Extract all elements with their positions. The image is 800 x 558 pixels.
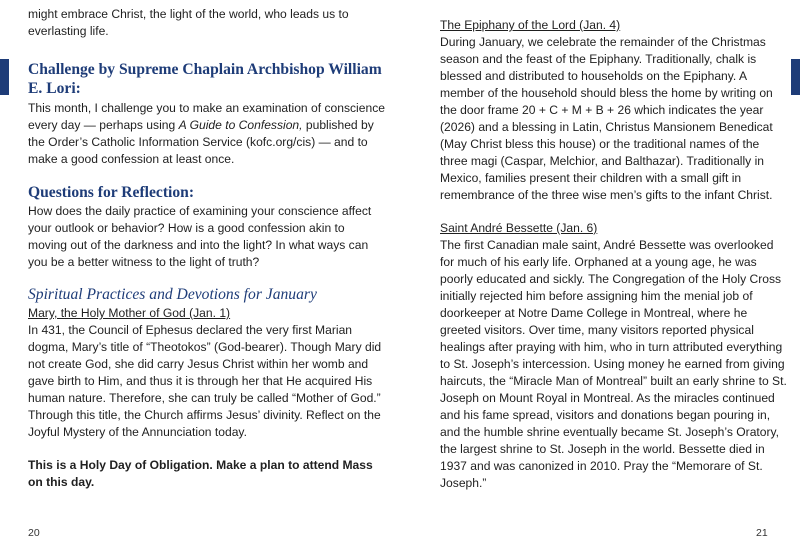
mary-mother-of-god-text: In 431, the Council of Ephesus declared the very first Marian dogma, Mary’s title of “Theotokos” (God-bearer). Though Mary did not create God, she did carry Jesus Christ within her womb and gave birth to Him, and thus it is through her that He acquired His human nature. Therefore, she can truly be called “Mother of God.” Through this title, the Church affirms Jesus’ divinity. Reflect on the Joyful Mystery of the Annunciation today.	[28, 323, 382, 439]
right-column	[440, 6, 790, 492]
obligation-note: This is a Holy Day of Obligation. Make a plan to attend Mass on this day.	[28, 458, 373, 489]
intro-text: might embrace Christ, the light of the world, who leads us to everlasting life.	[28, 7, 349, 38]
left-page-number: 20	[28, 527, 40, 539]
challenge-heading: Challenge by Supreme Chaplain Archbishop William E. Lori:	[28, 61, 382, 97]
epiphany-text: During January, we celebrate the remainder of the Christmas season and the feast of the Epiphany. Traditionally, chalk is blessed and distributed to households on the Epiphany. A member of the household should bless the home by writing on the door frame 20 + C + M + B + 26 which indicates the year (2026) and a blessing in Latin, Christus Mansionem Benedicat (May Christ bless this house) or the traditional names of the three magi (Caspar, Melchior, and Balthazar). Traditionally in Mexico, families present their children with a small gift in remembrance of the three wise men’s gifts to the infant Christ.	[440, 35, 773, 202]
epiphany-title: The Epiphany of the Lord (Jan. 4)	[440, 18, 621, 32]
practices-heading: Spiritual Practices and Devotions for January	[28, 286, 317, 303]
reflection-text: How does the daily practice of examining your conscience affect your outlook or behavior? How is a good confession akin to moving out of the darkness and into the light? In what ways can you be a better witness to the light of truth?	[28, 204, 372, 269]
bessette-title: Saint André Bessette (Jan. 6)	[440, 221, 598, 235]
right-page-number: 21	[756, 527, 768, 539]
right-page	[400, 0, 800, 558]
bessette-text: The first Canadian male saint, André Bessette was overlooked for much of his early life. Orphaned at a young age, he was poorly educated and sickly. The Congregation of the Holy Cross initially rejected him before assigning him the menial job of doorkeeper at Notre Dame College in Montreal, where he greeted visitors. Over time, many visitors reported physical healings after praying with him, who in turn attributed everything to St. Joseph’s intercession. Using money he earned from giving haircuts, the “Miracle Man of Montreal” built an early shrine to St. Joseph on Mount Royal in Montreal. As the miracles continued and his fame spread, visitors and donations began pouring in, and the humble shrine eventually became St. Joseph’s Oratory, the largest shrine to St. Joseph in the world. Bessette died in 1937 and was canonized in 2010. Pray the “Memorare of St. Joseph.”	[440, 238, 787, 490]
left-column	[28, 6, 386, 491]
challenge-text-after: published by the Order’s Catholic Information Service (kofc.org/cis) — and to make a good confession at least once.	[28, 118, 374, 166]
left-edge-tab	[0, 59, 9, 95]
challenge-text	[28, 100, 386, 168]
guide-book-title: A Guide to Confession,	[178, 118, 303, 132]
reflection-heading: Questions for Reflection:	[28, 184, 195, 201]
challenge-text-before: This month, I challenge you to make an examination of conscience every day — perhaps using	[28, 101, 385, 132]
mary-mother-of-god-title: Mary, the Holy Mother of God (Jan. 1)	[28, 306, 231, 320]
right-edge-tab	[791, 59, 800, 95]
